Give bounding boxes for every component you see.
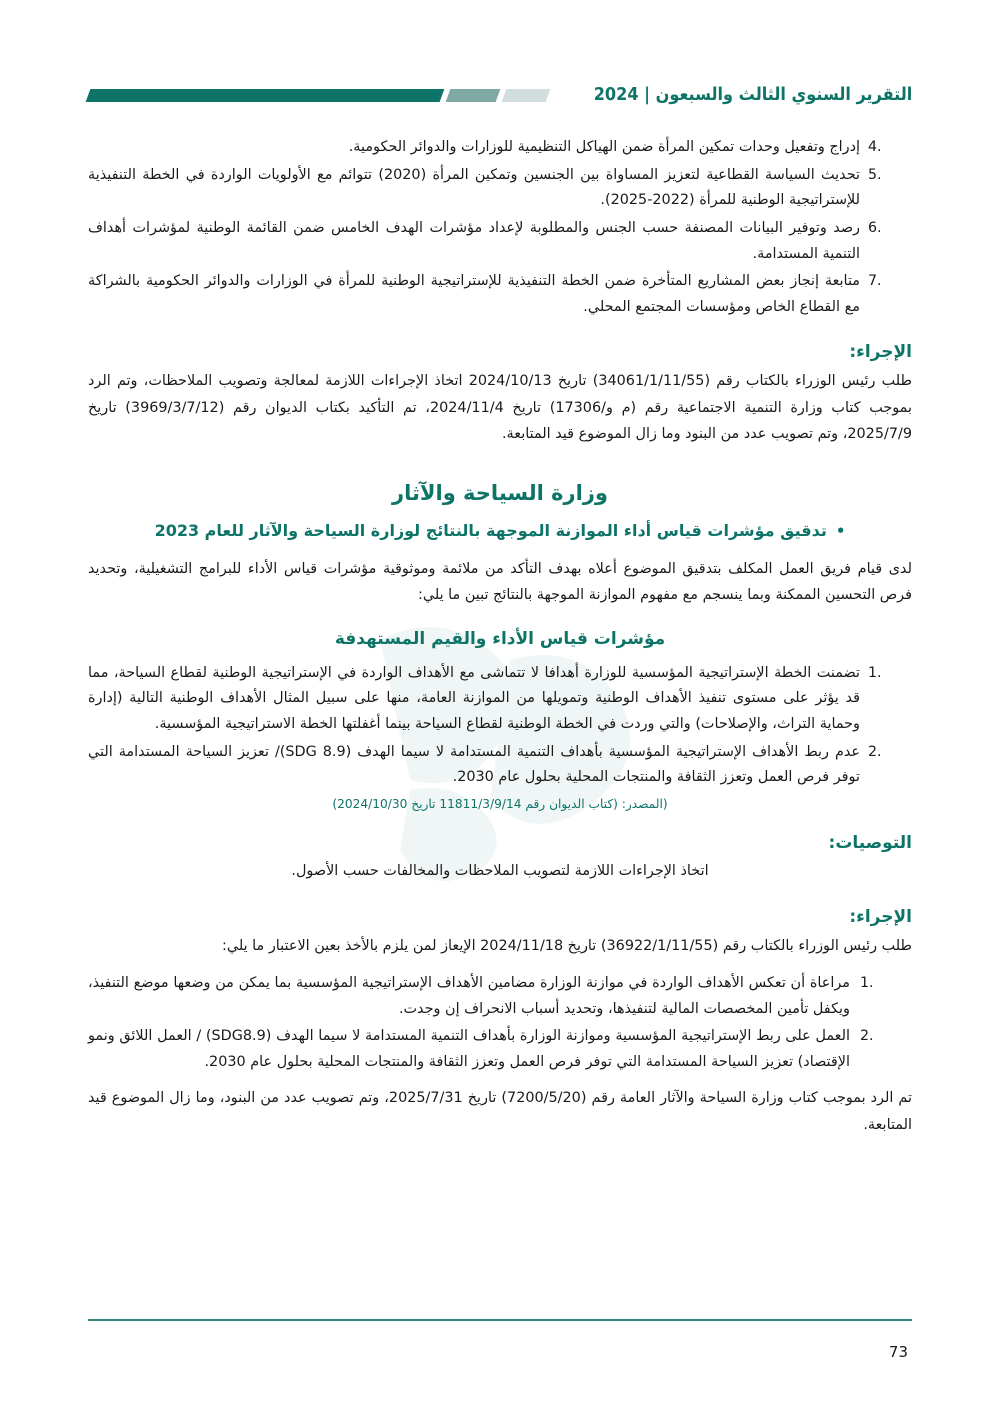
- performance-indicators-heading: مؤشرات قياس الأداء والقيم المستهدفة: [334, 628, 666, 649]
- page-header: [88, 78, 912, 112]
- tourism-action-label: الإجراء:: [849, 906, 912, 927]
- page-content: [88, 135, 912, 1142]
- tourism-closing-text: تم الرد بموجب كتاب وزارة السياحة والآثار العامة رقم (7200/5/20) تاريخ 2025/7/31، وتم تصويب عدد من البنود، وما زال الموضوع قيد المتابعة.: [88, 1090, 912, 1133]
- list-item: [88, 135, 912, 161]
- audit-topic-text: تدقيق مؤشرات قياس أداء الموازنة الموجهة بالنتائج لوزارة السياحة والآثار للعام 2023: [154, 521, 827, 541]
- tourism-action-intro: طلب رئيس الوزراء بالكتاب رقم (36922/1/11/55) تاريخ 2024/11/18 الإيعاز لمن يلزم بالأخذ بعين الاعتبار ما يلي:: [221, 937, 912, 954]
- list-item: [88, 971, 912, 1022]
- list-marker: 6.: [868, 219, 882, 236]
- list-item: [88, 1024, 912, 1075]
- tourism-intro-text: لدى قيام فريق العمل المكلف بتدقيق الموضوع أعلاه بهدف التأكد من ملائمة وموثوقية مؤشرات قياس الأداء للبرامج التشغيلية، وتحديد فرص التحسين الممكنة وبما ينسجم مع مفهوم الموازنة الموجهة بالنتائج تبين ما يلي:: [88, 561, 912, 604]
- list-item-text: متابعة إنجاز بعض المشاريع المتأخرة ضمن الخطة التنفيذية للإستراتيجية الوطنية للمرأة في الوزارات والدوائر الحكومية بالشراكة مع القطاع الخاص ومؤسسات المجتمع المحلي.: [88, 273, 860, 315]
- list-item-text: رصد وتوفير البيانات المصنفة حسب الجنس والمطلوبة لإعداد مؤشرات الهدف الخامس ضمن القائمة الوطنية لمؤشرات أهداف التنمية المستدامة.: [88, 219, 860, 262]
- tourism-findings-list: [88, 661, 912, 791]
- women-section-list: [88, 135, 912, 320]
- list-item-text: تحديث السياسة القطاعية لتعزيز المساواة بين الجنسين وتمكين المرأة (2020) تتوائم مع الأولويات الواردة في الخطة التنفيذية للإستراتيجية الوطنية للمرأة (2022-2025).: [88, 166, 860, 209]
- ministry-title: وزارة السياحة والآثار: [392, 481, 608, 506]
- recommendations-label: التوصيات:: [828, 832, 912, 853]
- list-item-text: عدم ربط الأهداف الإستراتيجية المؤسسية بأهداف التنمية المستدامة لا سيما الهدف (SDG 8.9)/ تعزيز السياحة المستدامة التي توفر فرص العمل وتعزز الثقافة والمنتجات المحلية بحلول عام 2030.: [88, 743, 860, 786]
- footer-divider: [88, 1319, 912, 1321]
- list-item: [88, 740, 912, 791]
- list-marker: 5.: [868, 166, 882, 183]
- spacer: [88, 1077, 912, 1085]
- header-bar-main: [86, 89, 444, 102]
- list-marker: 7.: [868, 273, 882, 290]
- list-marker: 1.: [868, 664, 882, 681]
- header-title: التقرير السنوي الثالث والسبعون | 2024: [593, 85, 912, 105]
- list-marker: 2.: [860, 1028, 874, 1045]
- audit-topic-heading: [88, 521, 912, 540]
- list-item: [88, 216, 912, 267]
- women-action-text: طلب رئيس الوزراء بالكتاب رقم (34061/1/11/55) تاريخ 2024/10/13 اتخاذ الإجراءات اللازمة لمعالجة وتصويب الملاحظات، وتم الرد بموجب كتاب وزارة التنمية الاجتماعية رقم (م و/17306) تاريخ 2024/11/4، تم التأكيد بكتاب الديوان رقم (3969/3/7/12) تاريخ 2025/7/9، وتم تصويب عدد من البنود وما زال الموضوع قيد المتابعة.: [88, 373, 912, 442]
- bullet-icon: •: [835, 522, 846, 541]
- list-item: [88, 163, 912, 214]
- list-item: [88, 269, 912, 320]
- tourism-action-list: [88, 971, 912, 1076]
- page-number: 73: [888, 1343, 908, 1361]
- list-item-text: تضمنت الخطة الإستراتيجية المؤسسية للوزارة أهدافا لا تتماشى مع الأهداف الواردة في الإستراتيجية الوطنية لقطاع السياحة، مما قد يؤثر على مستوى تنفيذ الأهداف الوطنية وتمويلها من الموازنة العامة، منها على سبيل المثال الأهداف الوطنية التالية (إدارة وحماية التراث، والإصلاحات) والتي وردت في الخطة الوطنية لقطاع السياحة بينما أغفلتها الخطة الاستراتيجية المؤسسية.: [88, 664, 860, 732]
- header-bar-mid: [445, 89, 500, 102]
- list-marker: 2.: [868, 743, 882, 760]
- list-marker: 4.: [868, 139, 882, 155]
- header-bar-light: [501, 89, 550, 102]
- spacer: [88, 963, 912, 971]
- source-reference: (المصدر: (كتاب الديوان رقم 11811/3/9/14 تاريخ 2024/10/30): [332, 796, 668, 811]
- women-action-label: الإجراء:: [849, 342, 912, 363]
- list-item-text: إدراج وتفعيل وحدات تمكين المرأة ضمن الهياكل التنظيمية للوزارات والدوائر الحكومية.: [348, 139, 860, 155]
- header-decorative-bars: [88, 88, 548, 102]
- list-marker: 1.: [860, 974, 874, 991]
- list-item-text: مراعاة أن تعكس الأهداف الواردة في موازنة الوزارة مضامين الأهداف الإستراتيجية المؤسسية بما يمكن من وضعها موضع التنفيذ، ويكفل تأمين المخصصات المالية لتنفيذها، وتحديد أسباب الانحراف إن وجدت.: [88, 974, 850, 1017]
- recommendations-text: اتخاذ الإجراءات اللازمة لتصويب الملاحظات والمخالفات حسب الأصول.: [291, 862, 709, 879]
- list-item-text: العمل على ربط الإستراتيجية المؤسسية وموازنة الوزارة بأهداف التنمية المستدامة لا سيما الهدف (SDG8.9) / العمل اللائق ونمو الإقتصاد) تعزيز السياحة المستدامة التي توفر فرص العمل وتعزز الثقافة والمنتجات المحلية بحلول عام 2030.: [88, 1028, 850, 1070]
- list-item: [88, 661, 912, 738]
